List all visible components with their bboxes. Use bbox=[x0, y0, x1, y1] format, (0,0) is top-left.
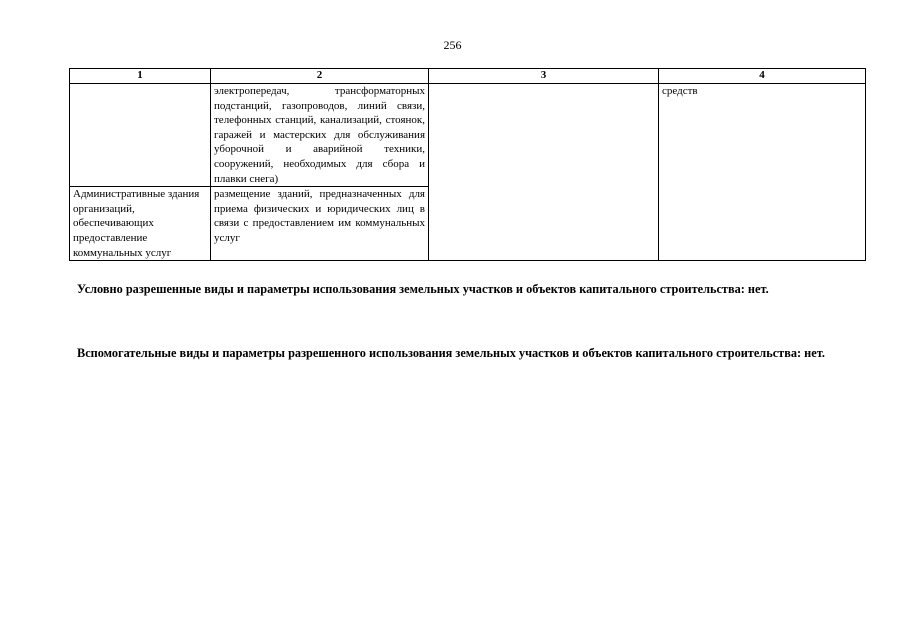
table-cell-row1-col1 bbox=[70, 84, 211, 187]
conditional-uses-paragraph: Условно разрешенные виды и параметры использования земельных участков и объектов капитального строительства: нет. bbox=[77, 282, 769, 296]
table-cell-row2-col2: размещение зданий, предназначенных для приема физических и юридических лиц в связи с предоставлением им коммунальных услуг bbox=[211, 187, 429, 261]
table-cell-col4: средств bbox=[659, 84, 866, 261]
table-header-col-4: 4 bbox=[659, 69, 866, 84]
land-use-table bbox=[69, 68, 866, 261]
table-cell-col3 bbox=[429, 84, 659, 261]
table-header-col-2: 2 bbox=[211, 69, 429, 84]
table-cell-row1-col2: электропередач, трансформаторных подстанций, газопроводов, линий связи, телефонных станций, канализаций, стоянок, гаражей и мастерских для обслуживания уборочной и аварийной техники, сооружений, необходимых для сбора и плавки снега) bbox=[211, 84, 429, 187]
table-header-col-1: 1 bbox=[70, 69, 211, 84]
table-header-col-3: 3 bbox=[429, 69, 659, 84]
table-header-row bbox=[70, 69, 866, 84]
table-cell-row2-col1: Административные здания организаций, обеспечивающих предоставление коммунальных услуг bbox=[70, 187, 211, 261]
page-number: 256 bbox=[443, 38, 462, 52]
auxiliary-uses-paragraph: Вспомогательные виды и параметры разрешенного использования земельных участков и объектов капитального строительства: нет. bbox=[77, 346, 825, 360]
table-row bbox=[70, 84, 866, 187]
